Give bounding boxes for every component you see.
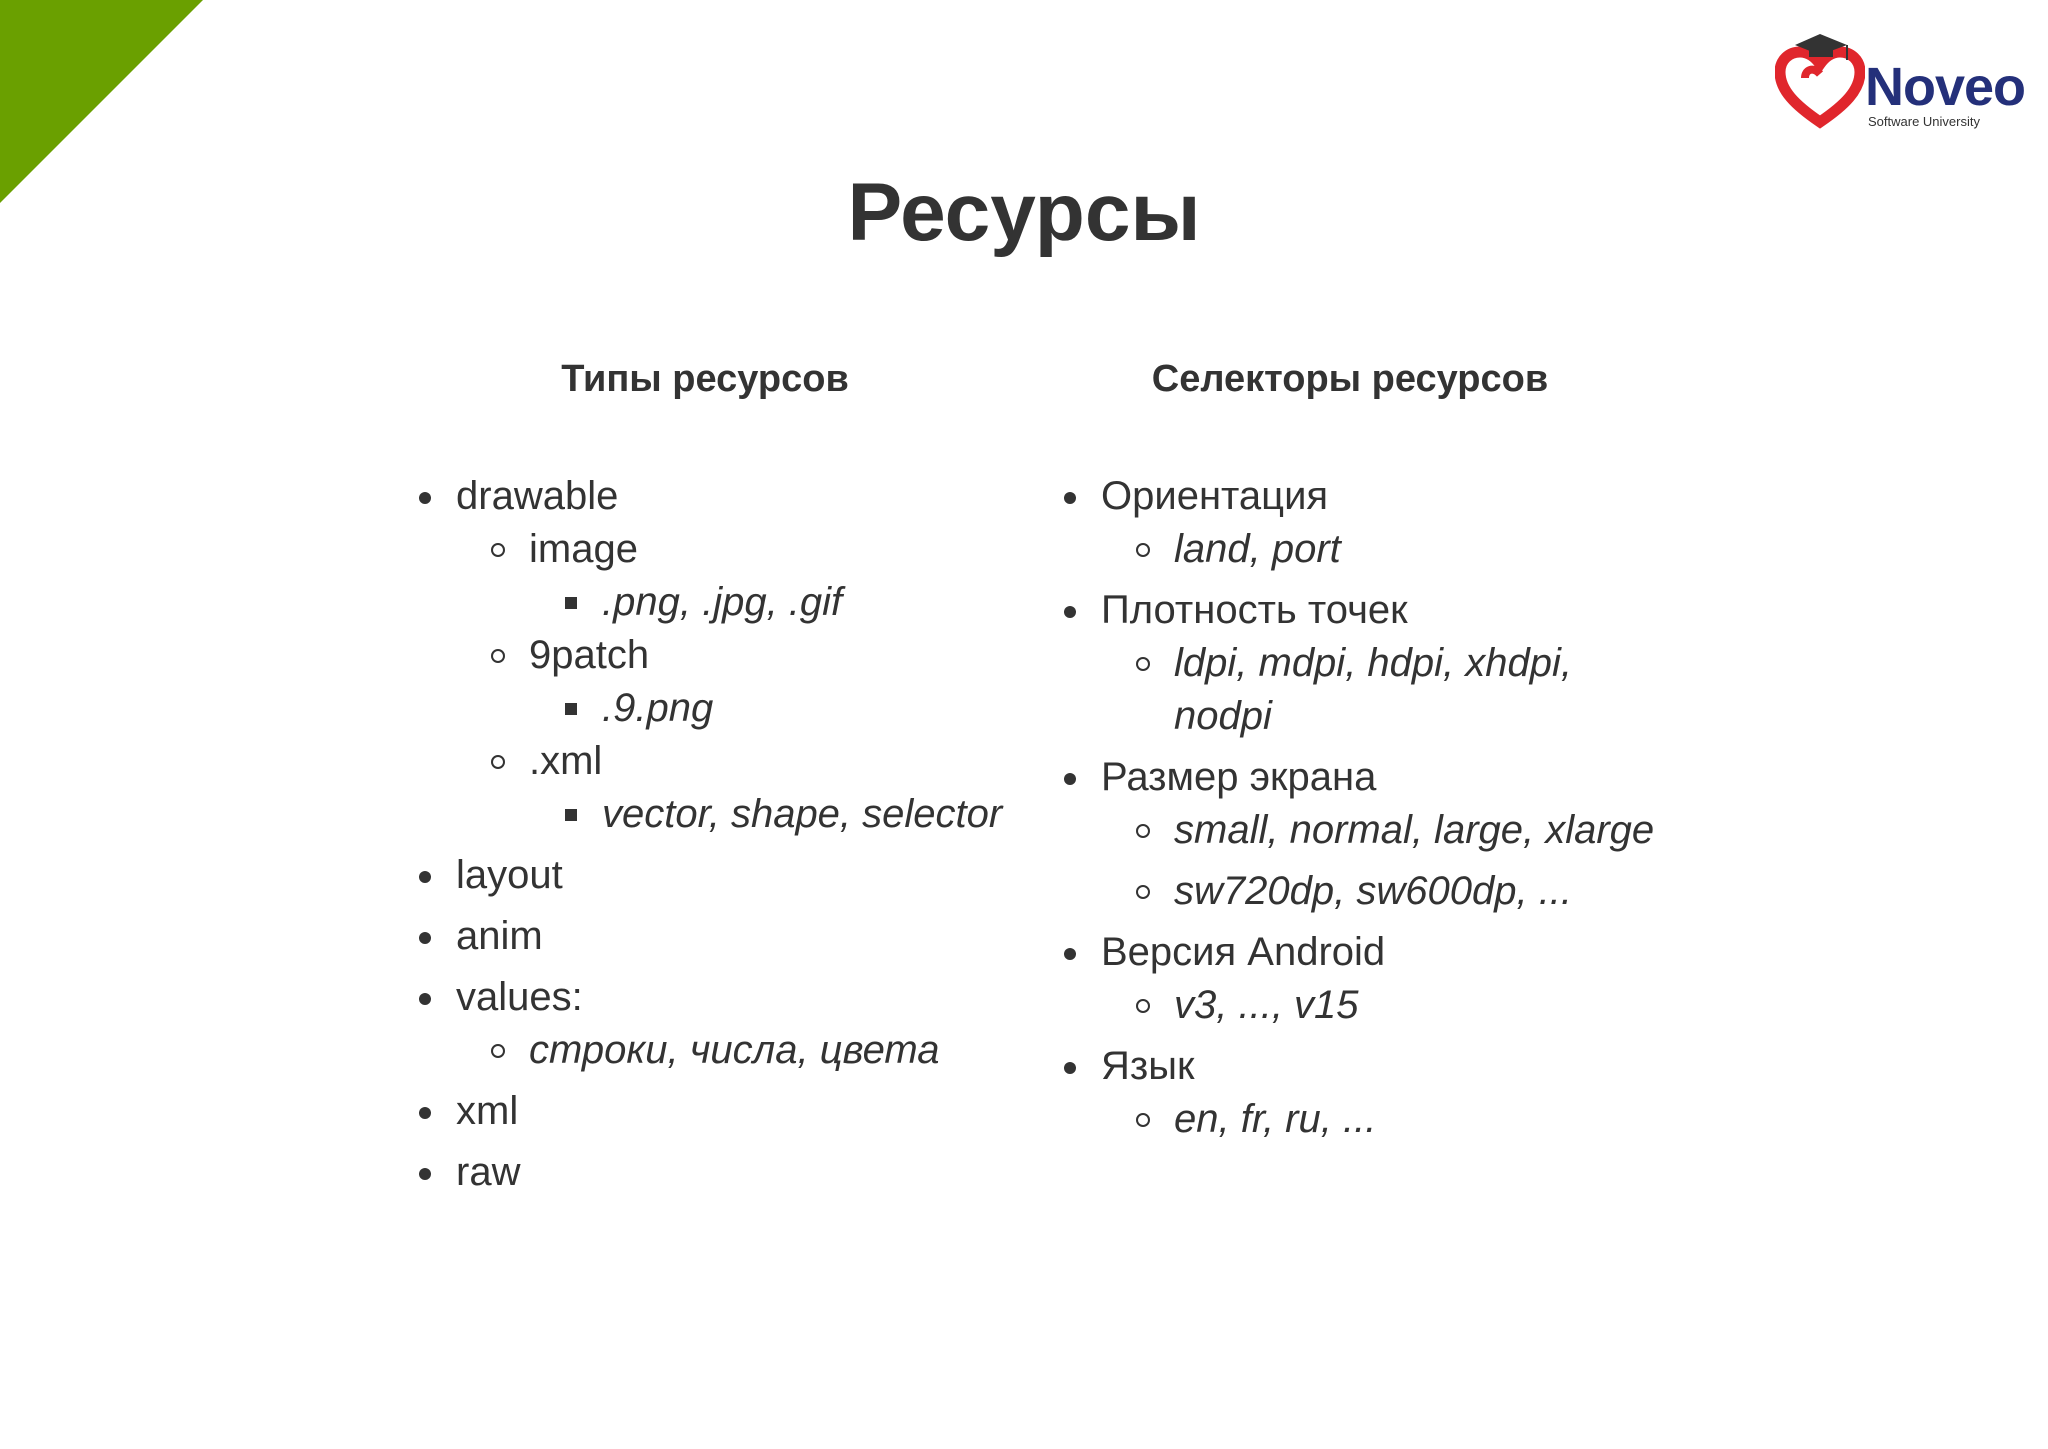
sub-list [1101,523,1695,576]
list-item [1055,751,1695,918]
noveo-heart-cap-icon [1775,30,1865,130]
list-item [1055,1040,1695,1146]
list-item [1055,584,1695,743]
list-item: sw720dp, sw600dp, ... [1101,865,1695,918]
list-item-label: 9patch [529,633,650,677]
list-item: anim [410,910,1030,963]
list-item [456,735,1030,841]
list-item [456,523,1030,629]
sub-sub-list [529,682,1030,735]
list-item-label: Размер экрана [1101,755,1377,799]
list-item-label: Ориентация [1101,474,1329,518]
list-item-label: values: [456,975,583,1019]
sub-list [456,1024,1030,1077]
list-item: en, fr, ru, ... [1101,1093,1695,1146]
list-item-label: image [529,527,638,571]
sub-list [1101,637,1695,743]
page-title: Ресурсы [847,167,1201,258]
resource-types-list [410,470,1030,1199]
resource-selectors-list [1055,470,1695,1146]
list-item-label: .xml [529,739,603,783]
resource-selectors-column [1055,360,1695,1154]
list-item [1055,926,1695,1032]
sub-list [1101,1093,1695,1146]
list-item-label: Язык [1101,1044,1195,1088]
resource-selectors-heading: Селекторы ресурсов [1151,358,1549,400]
sub-list [456,523,1030,841]
list-item [1055,470,1695,576]
list-item [410,470,1030,841]
list-item-label: drawable [456,474,619,518]
sub-sub-list [529,788,1030,841]
list-item-label: Версия Android [1101,930,1386,974]
resource-types-column [410,360,1030,1207]
list-item [410,971,1030,1077]
list-item: vector, shape, selector [529,788,1030,841]
list-item: ldpi, mdpi, hdpi, xhdpi, nodpi [1101,637,1614,743]
list-item: v3, ..., v15 [1101,979,1695,1032]
noveo-logo [1775,30,2035,130]
logo-subtitle: Software University [1868,114,1980,129]
list-item: raw [410,1146,1030,1199]
list-item: layout [410,849,1030,902]
list-item: small, normal, large, xlarge [1101,804,1695,857]
list-item: .png, .jpg, .gif [529,576,1030,629]
sub-list [1101,804,1695,918]
list-item: xml [410,1085,1030,1138]
sub-list [1101,979,1695,1032]
list-item: land, port [1101,523,1695,576]
sub-sub-list [529,576,1030,629]
list-item: .9.png [529,682,1030,735]
resource-types-heading: Типы ресурсов [561,358,849,400]
list-item: строки, числа, цвета [456,1024,1030,1077]
list-item-label: Плотность точек [1101,588,1408,632]
logo-wordmark: Noveo [1865,57,2026,117]
list-item [456,629,1030,735]
